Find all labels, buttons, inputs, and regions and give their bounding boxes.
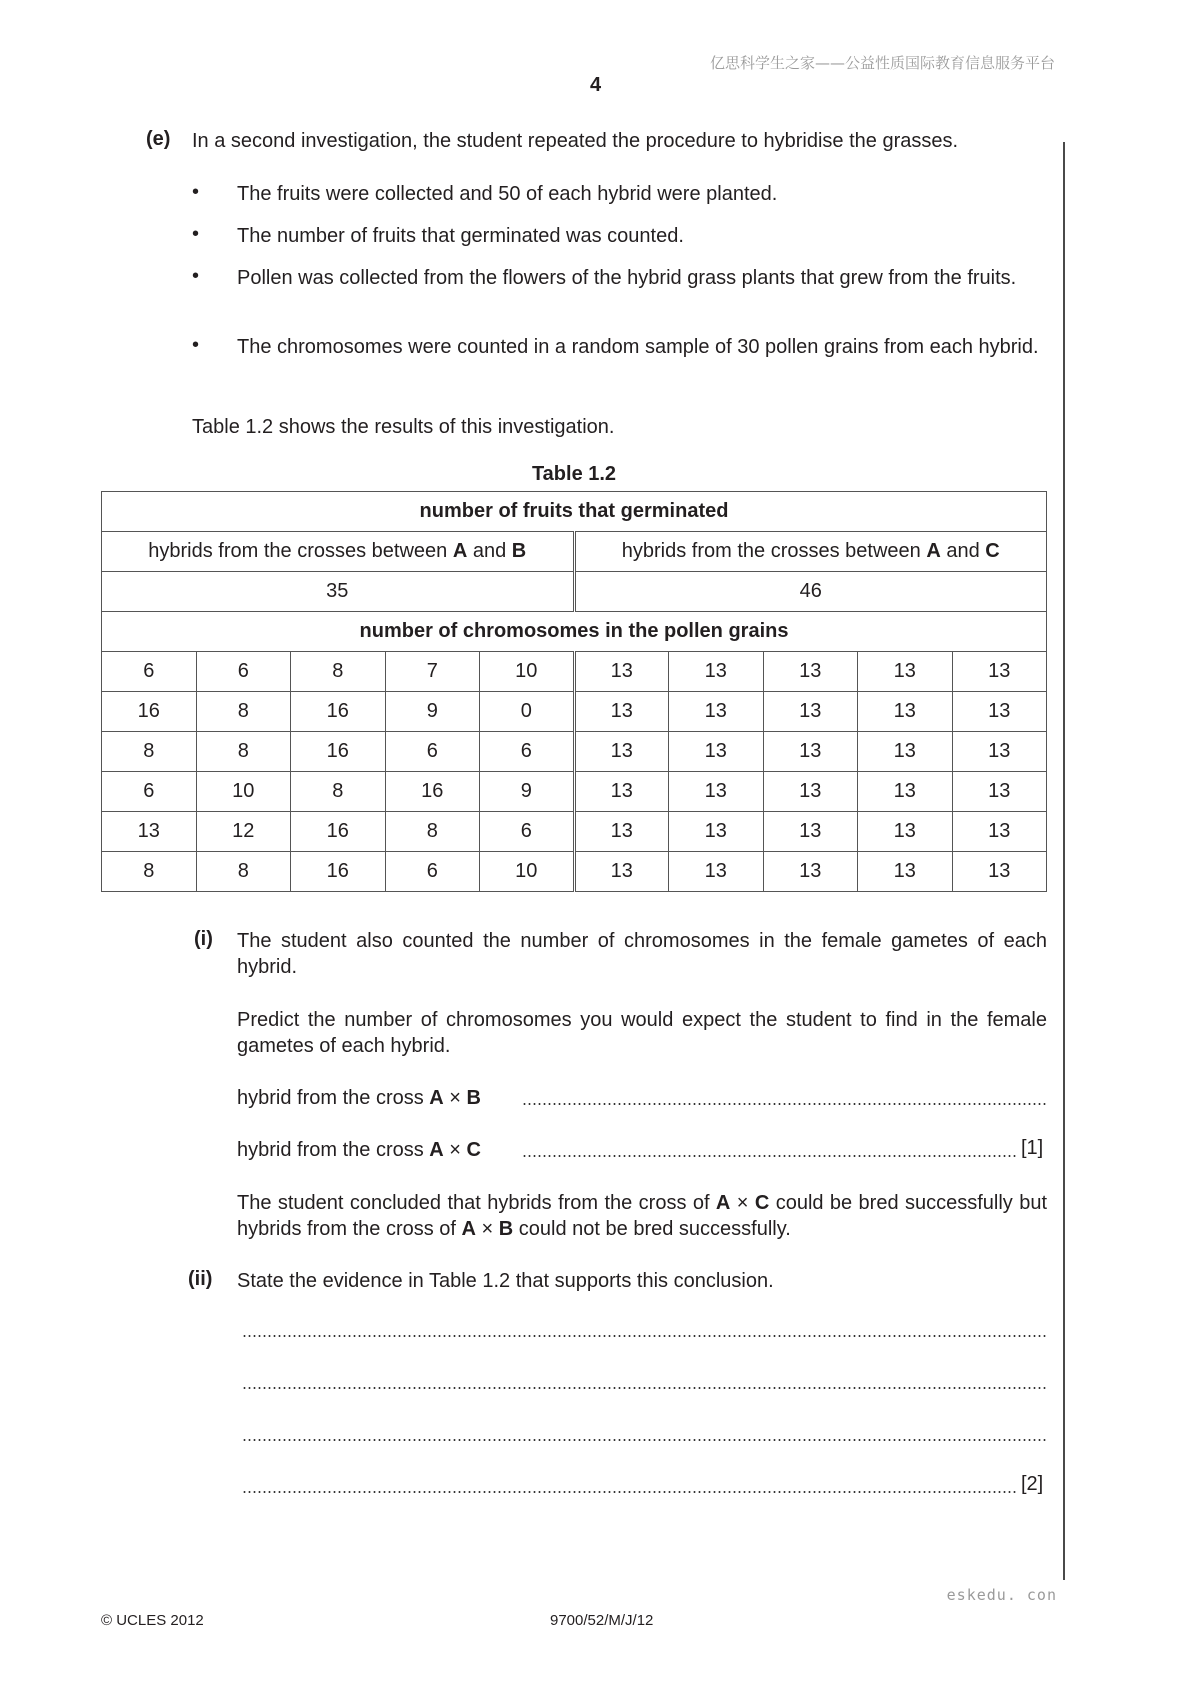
page-number: 4 (589, 74, 602, 96)
chromosome-count-cell: 6 (102, 772, 197, 812)
chromosome-count-cell: 9 (385, 692, 480, 732)
bullet-point: • (192, 181, 200, 203)
chromosome-count-cell: 13 (574, 812, 669, 852)
chromosome-count-cell: 13 (858, 692, 953, 732)
chromosome-count-cell: 13 (669, 652, 764, 692)
chromosome-count-cell: 13 (952, 772, 1047, 812)
answer-line-cross-ab[interactable] (522, 1103, 1046, 1105)
chromosome-count-cell: 13 (952, 652, 1047, 692)
chromosome-count-cell: 13 (574, 772, 669, 812)
chromosome-count-cell: 13 (858, 812, 953, 852)
chromosome-count-cell: 13 (669, 732, 764, 772)
bullet-point: • (192, 334, 200, 356)
table-row (102, 852, 1047, 892)
column-header-ab: hybrids from the crosses between A and B (102, 532, 575, 572)
chromosome-count-cell: 10 (480, 652, 575, 692)
cross-ab-label: hybrid from the cross A × B (237, 1087, 481, 1109)
answer-line-ii-2[interactable] (242, 1387, 1047, 1389)
question-label-i: (i) (194, 928, 213, 950)
answer-line-ii-4[interactable] (242, 1491, 1018, 1493)
bullet-text-3: Pollen was collected from the flowers of the hybrid grass plants that grew from the fruits. (237, 267, 1017, 289)
bullet-text-2: The number of fruits that germinated was counted. (237, 225, 684, 247)
chromosome-count-cell: 8 (196, 692, 291, 732)
chromosome-count-cell: 13 (669, 772, 764, 812)
chromosome-count-cell: 13 (763, 652, 858, 692)
table-row (102, 812, 1047, 852)
chromosome-count-cell: 13 (763, 692, 858, 732)
chromosome-count-cell: 6 (385, 852, 480, 892)
cross-ac-label: hybrid from the cross A × C (237, 1139, 481, 1161)
chromosome-count-cell: 8 (196, 732, 291, 772)
chromosome-count-cell: 13 (669, 692, 764, 732)
chromosome-count-cell: 13 (952, 692, 1047, 732)
chromosome-count-cell: 13 (574, 852, 669, 892)
chromosome-count-cell: 7 (385, 652, 480, 692)
footer-watermark: eskedu. con (946, 1586, 1057, 1604)
chromosome-count-cell: 6 (480, 732, 575, 772)
chromosome-count-cell: 13 (763, 852, 858, 892)
bullet-text-4: The chromosomes were counted in a random sample of 30 pollen grains from each hybrid. (237, 336, 1039, 358)
mark-allocation-i: [1] (1021, 1137, 1044, 1159)
chromosome-count-cell: 6 (196, 652, 291, 692)
results-table (101, 491, 1047, 892)
chromosome-count-cell: 13 (952, 852, 1047, 892)
germinated-header: number of fruits that germinated (102, 492, 1047, 532)
chromosome-count-cell: 16 (291, 732, 386, 772)
chromosome-count-cell: 13 (858, 852, 953, 892)
part-ii-text: State the evidence in Table 1.2 that supports this conclusion. (237, 1270, 774, 1292)
chromosome-count-cell: 13 (952, 812, 1047, 852)
chromosome-count-cell: 8 (102, 852, 197, 892)
chromosome-count-cell: 13 (858, 772, 953, 812)
column-header-ac: hybrids from the crosses between A and C (574, 532, 1047, 572)
chromosome-count-cell: 8 (291, 772, 386, 812)
answer-line-cross-ac[interactable] (522, 1155, 1018, 1157)
answer-line-ii-3[interactable] (242, 1439, 1047, 1441)
chromosome-count-cell: 13 (574, 732, 669, 772)
chromosome-count-cell: 0 (480, 692, 575, 732)
chromosome-count-cell: 8 (291, 652, 386, 692)
header-watermark: 亿思科学生之家——公益性质国际教育信息服务平台 (709, 54, 1055, 72)
chromosome-count-cell: 8 (196, 852, 291, 892)
question-label-e: (e) (146, 128, 171, 150)
chromosome-count-cell: 10 (196, 772, 291, 812)
chromosome-count-cell: 13 (763, 732, 858, 772)
answer-line-ii-1[interactable] (242, 1335, 1047, 1337)
margin-line (1063, 142, 1065, 1580)
chromosomes-header: number of chromosomes in the pollen grains (102, 612, 1047, 652)
chromosome-count-cell: 6 (480, 812, 575, 852)
chromosome-count-cell: 13 (574, 692, 669, 732)
chromosome-count-cell: 10 (480, 852, 575, 892)
chromosome-count-cell: 9 (480, 772, 575, 812)
germinated-ab-value: 35 (102, 572, 575, 612)
part-i-text-2: Predict the number of chromosomes you would expect the student to find in the female gametes of each hybrid. (237, 1009, 1047, 1057)
chromosome-count-cell: 13 (669, 852, 764, 892)
chromosome-count-cell: 13 (858, 732, 953, 772)
chromosome-count-cell: 13 (763, 772, 858, 812)
table-row (102, 652, 1047, 692)
chromosome-count-cell: 12 (196, 812, 291, 852)
bullet-point: • (192, 223, 200, 245)
chromosome-count-cell: 13 (669, 812, 764, 852)
chromosome-count-cell: 13 (102, 812, 197, 852)
table-title: Table 1.2 (531, 463, 617, 485)
paper-code: 9700/52/M/J/12 (550, 1612, 654, 1629)
chromosome-count-cell: 16 (385, 772, 480, 812)
mark-allocation-ii: [2] (1021, 1473, 1044, 1495)
copyright: © UCLES 2012 (101, 1612, 204, 1629)
table-row (102, 732, 1047, 772)
table-row (102, 772, 1047, 812)
conclusion-text: The student concluded that hybrids from the cross of A × C could be bred successfully but hybrids from the cross of A × B could not be bred successfully. (237, 1192, 1047, 1240)
chromosome-count-cell: 13 (952, 732, 1047, 772)
table-row (102, 692, 1047, 732)
question-label-ii: (ii) (188, 1268, 213, 1290)
bullet-point: • (192, 265, 200, 287)
table-intro: Table 1.2 shows the results of this investigation. (192, 416, 615, 438)
chromosome-count-cell: 8 (102, 732, 197, 772)
chromosome-count-cell: 6 (102, 652, 197, 692)
chromosome-count-cell: 13 (858, 652, 953, 692)
chromosome-count-cell: 8 (385, 812, 480, 852)
chromosome-count-cell: 13 (574, 652, 669, 692)
chromosome-count-cell: 16 (291, 852, 386, 892)
bullet-text-1: The fruits were collected and 50 of each hybrid were planted. (237, 183, 778, 205)
part-e-intro: In a second investigation, the student repeated the procedure to hybridise the grasses. (192, 130, 959, 152)
chromosome-count-cell: 16 (291, 812, 386, 852)
germinated-ac-value: 46 (574, 572, 1047, 612)
chromosome-count-cell: 16 (291, 692, 386, 732)
chromosome-count-cell: 6 (385, 732, 480, 772)
part-i-text-1: The student also counted the number of chromosomes in the female gametes of each hybrid. (237, 930, 1047, 978)
chromosome-count-cell: 13 (763, 812, 858, 852)
chromosome-count-cell: 16 (102, 692, 197, 732)
